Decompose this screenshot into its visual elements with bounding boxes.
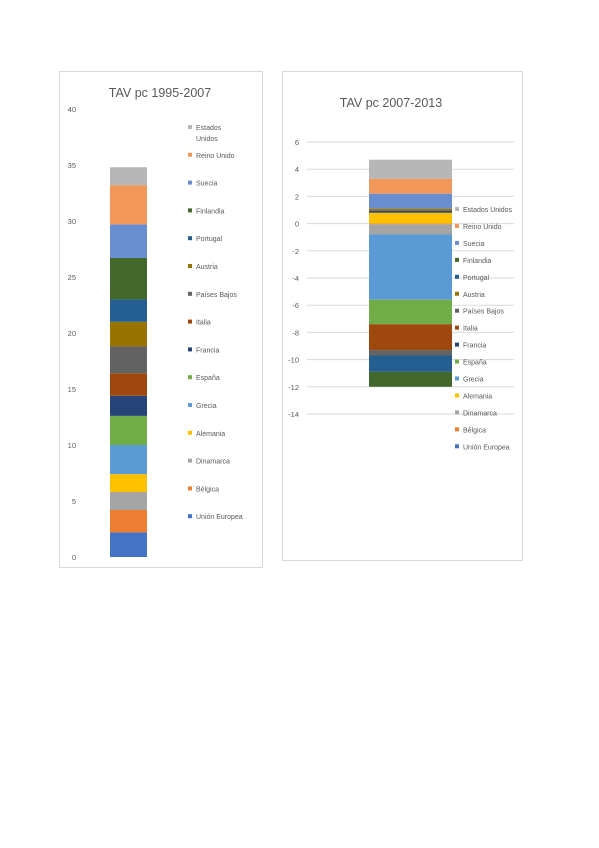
legend-swatch — [455, 444, 459, 448]
bar-segment — [369, 300, 452, 324]
y-tick-label: 40 — [67, 105, 76, 114]
y-tick-label: -4 — [292, 274, 299, 283]
bar-segment — [110, 299, 147, 321]
bar-segment — [369, 324, 452, 350]
chart-title: TAV pc 1995-2007 — [108, 86, 212, 100]
legend-label: España — [463, 359, 487, 367]
legend-label: Francia — [463, 342, 487, 350]
legend-swatch — [455, 410, 459, 414]
y-tick-label: 0 — [71, 553, 76, 562]
legend-swatch — [188, 153, 192, 157]
legend-swatch — [455, 207, 459, 211]
legend-label: Italia — [463, 325, 478, 333]
chart-svg-left — [60, 72, 264, 569]
bar-segment — [110, 167, 147, 185]
bar-segment — [110, 224, 147, 258]
legend-swatch — [188, 125, 192, 129]
y-tick-label: 20 — [67, 329, 76, 338]
y-tick-label: -8 — [292, 328, 299, 338]
bar-segment — [369, 211, 452, 213]
legend-swatch — [455, 427, 459, 431]
legend-label: Finlandia — [196, 208, 225, 216]
legend-label: Dinamarca — [196, 458, 230, 466]
bar-segment — [110, 532, 147, 557]
legend-swatch — [188, 236, 192, 240]
legend-swatch — [188, 347, 192, 351]
legend-label: España — [196, 375, 220, 383]
y-tick-label: -14 — [288, 410, 299, 419]
legend-label: Bélgica — [196, 486, 219, 494]
legend-swatch — [455, 343, 459, 347]
legend-swatch — [188, 181, 192, 185]
legend-label: Grecia — [196, 403, 217, 410]
chart-panel-left — [59, 71, 263, 568]
legend-label: Alemania — [196, 430, 226, 438]
legend-label: Estados Unidos — [463, 207, 513, 214]
legend-label: Países Bajos — [463, 308, 504, 316]
legend-label: Austria — [196, 264, 218, 271]
legend-label: Unión Europea — [196, 514, 243, 522]
chart-panel-right — [282, 71, 523, 561]
y-tick-label: 10 — [67, 441, 76, 450]
legend-swatch — [188, 514, 192, 518]
bar-segment — [369, 213, 452, 224]
legend-swatch — [455, 224, 459, 228]
bar-segment — [110, 396, 147, 416]
bar-segment — [110, 416, 147, 445]
legend-label: Francia — [196, 347, 220, 355]
bar-segment — [369, 234, 452, 299]
y-tick-label: 35 — [67, 161, 76, 170]
legend-swatch — [455, 326, 459, 330]
bar-segment — [110, 185, 147, 224]
chart-svg-right — [283, 72, 524, 562]
bar-segment — [110, 322, 147, 347]
bar-segment — [110, 373, 147, 395]
legend-swatch — [188, 459, 192, 463]
bar-segment — [110, 346, 147, 373]
y-tick-label: 15 — [67, 385, 76, 394]
legend-swatch — [188, 486, 192, 490]
legend-swatch — [188, 292, 192, 296]
legend-label: Países Bajos — [196, 291, 237, 299]
y-tick-label: 6 — [294, 138, 299, 147]
bar-segment — [369, 224, 452, 225]
legend-swatch — [188, 403, 192, 407]
y-tick-label: 5 — [71, 497, 76, 506]
legend-label: Grecia — [463, 376, 484, 384]
bar-segment — [369, 194, 452, 209]
legend-label: Portugal — [463, 274, 490, 282]
legend-label: Bélgica — [463, 427, 486, 435]
legend-label: Reino Unido — [196, 152, 235, 160]
bar-segment — [369, 160, 452, 179]
legend-swatch — [188, 208, 192, 212]
bar-segment — [369, 356, 452, 372]
y-tick-label: -6 — [292, 301, 299, 311]
bar-segment — [110, 510, 147, 532]
bar-segment — [369, 224, 452, 234]
y-tick-label: 4 — [294, 165, 299, 175]
legend-swatch — [455, 292, 459, 296]
y-tick-label: 2 — [294, 192, 299, 202]
bar-segment — [110, 492, 147, 510]
legend-label: Reino Unido — [463, 223, 502, 231]
legend-label: Unión Europea — [463, 444, 510, 452]
bar-segment — [369, 350, 452, 355]
legend-swatch — [455, 393, 459, 397]
y-tick-label: 30 — [67, 217, 76, 226]
y-tick-label: -12 — [288, 382, 299, 392]
bar-segment — [369, 209, 452, 211]
legend-label: Alemania — [463, 393, 493, 401]
legend-label: Austria — [463, 291, 485, 299]
y-tick-label: 25 — [67, 273, 76, 282]
legend-swatch — [455, 275, 459, 279]
legend-label: Dinamarca — [463, 410, 497, 418]
legend-label: Finlandia — [463, 257, 492, 265]
legend-swatch — [455, 258, 459, 262]
legend-swatch — [455, 241, 459, 245]
legend-swatch — [188, 375, 192, 379]
y-tick-label: 0 — [294, 219, 299, 229]
legend-label: Italia — [196, 319, 211, 327]
y-tick-label: -10 — [288, 355, 299, 365]
legend-label: Estados Unidos — [196, 125, 222, 143]
legend-label: Suecia — [196, 180, 218, 188]
chart-title: TAV pc 2007-2013 — [339, 96, 443, 110]
legend-label: Portugal — [196, 236, 223, 244]
bar-segment — [110, 258, 147, 299]
bar-segment — [110, 474, 147, 492]
legend-swatch — [188, 431, 192, 435]
bar-segment — [369, 179, 452, 194]
y-tick-label: -2 — [292, 246, 299, 256]
bar-segment — [369, 372, 452, 387]
legend-swatch — [188, 320, 192, 324]
bar-segment — [110, 445, 147, 474]
legend-swatch — [455, 377, 459, 381]
legend-swatch — [455, 360, 459, 364]
legend-swatch — [188, 264, 192, 268]
legend-label: Suecia — [463, 240, 485, 248]
legend-swatch — [455, 309, 459, 313]
